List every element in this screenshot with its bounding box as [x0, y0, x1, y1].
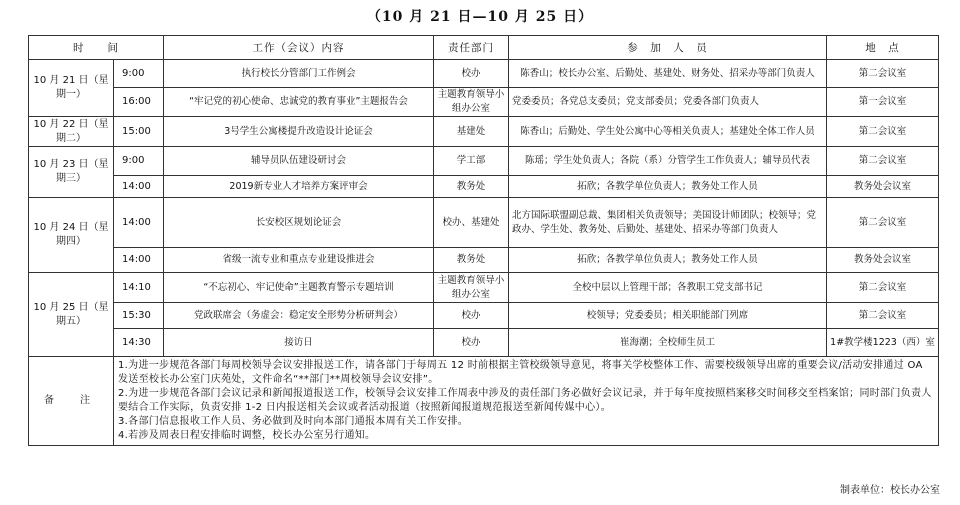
day-cell: 10 月 25 日（星期五）: [29, 273, 114, 357]
participants-cell: 全校中层以上管理干部；各教职工党支部书记: [509, 273, 827, 303]
table-row: [29, 198, 939, 248]
table-row: [29, 147, 939, 176]
time-cell: 14:00: [114, 176, 164, 198]
notes-cell: [114, 357, 939, 446]
schedule-title: （10 月 21 日—10 月 25 日）: [366, 9, 594, 25]
location-cell: 教务处会议室: [827, 248, 939, 273]
participants-cell: 党委委员；各党总支委员；党支部委员；党委各部门负责人: [509, 88, 827, 117]
time-cell: 14:10: [114, 273, 164, 303]
day-cell: 10 月 23 日（星期三）: [29, 147, 114, 198]
dept-cell: 主题教育领导小组办公室: [434, 88, 509, 117]
time-cell: 9:00: [114, 60, 164, 88]
day-cell: 10 月 21 日（星期一）: [29, 60, 114, 117]
participants-cell: 拓欣；各教学单位负责人；教务处工作人员: [509, 248, 827, 273]
header-dept: 责任部门: [434, 36, 509, 60]
content-cell: 执行校长分管部门工作例会: [164, 60, 434, 88]
table-row: [29, 273, 939, 303]
dept-cell: 基建处: [434, 117, 509, 147]
content-cell: “牢记党的初心使命、忠诚党的教育事业”主题报告会: [164, 88, 434, 117]
time-cell: 14:00: [114, 198, 164, 248]
table-row: [29, 303, 939, 329]
location-cell: 第二会议室: [827, 273, 939, 303]
schedule-table: [28, 35, 939, 446]
content-cell: 2019新专业人才培养方案评审会: [164, 176, 434, 198]
day-cell: 10 月 24 日（星期四）: [29, 198, 114, 273]
header-row: [29, 36, 939, 60]
content-cell: 3号学生公寓楼提升改造设计论证会: [164, 117, 434, 147]
dept-cell: 校办: [434, 60, 509, 88]
time-cell: 14:00: [114, 248, 164, 273]
table-row: [29, 248, 939, 273]
location-cell: 1#教学楼1223（西）室: [827, 329, 939, 357]
participants-cell: 北方国际联盟副总裁、集团相关负责领导；美国设计师团队；校领导；党政办、学生处、教务处、后勤处、基建处、招采办等部门负责人: [509, 198, 827, 248]
time-cell: 15:30: [114, 303, 164, 329]
participants-cell: 陈香山；校长办公室、后勤处、基建处、财务处、招采办等部门负责人: [509, 60, 827, 88]
table-row: [29, 329, 939, 357]
day-cell: 10 月 22 日（星期二）: [29, 117, 114, 147]
dept-cell: 学工部: [434, 147, 509, 176]
content-cell: 长安校区规划论证会: [164, 198, 434, 248]
dept-cell: 校办: [434, 329, 509, 357]
dept-cell: 主题教育领导小组办公室: [434, 273, 509, 303]
table-row: [29, 176, 939, 198]
table-row: [29, 117, 939, 147]
note-item: 2.为进一步规范各部门会议记录和新闻报道报送工作，校领导会议安排工作周表中涉及的责任部门务必做好会议记录，并于每年度按照档案移交时间移交至档案馆；同时部门负责人要结合工作实际，负责安排 1-2 日内报送相关会议或者活动报道（按照新闻报道规范报送至新闻传媒中心）。: [118, 388, 932, 413]
dept-cell: 教务处: [434, 176, 509, 198]
location-cell: 第二会议室: [827, 198, 939, 248]
content-cell: 接访日: [164, 329, 434, 357]
note-item: 1.为进一步规范各部门每周校领导会议安排报送工作，请各部门于每周五 12 时前根据主管校级领导意见，将事关学校整体工作、需要校级领导出席的重要会议/活动安排通过 OA 发送至校长办公室门庆苑处，文件命名“**部门**周校领导会议安排”。: [118, 360, 923, 385]
time-cell: 9:00: [114, 147, 164, 176]
participants-cell: 陈香山；后勤处、学生处公寓中心等相关负责人；基建处全体工作人员: [509, 117, 827, 147]
location-cell: 第二会议室: [827, 60, 939, 88]
participants-cell: 拓欣；各教学单位负责人；教务处工作人员: [509, 176, 827, 198]
location-cell: 第一会议室: [827, 88, 939, 117]
location-cell: 教务处会议室: [827, 176, 939, 198]
content-cell: 省级一流专业和重点专业建设推进会: [164, 248, 434, 273]
header-participants: 参 加 人 员: [509, 36, 827, 60]
participants-cell: 崔海潮；全校师生员工: [509, 329, 827, 357]
dept-cell: 校办、基建处: [434, 198, 509, 248]
content-cell: “不忘初心、牢记使命”主题教育警示专题培训: [164, 273, 434, 303]
location-cell: 第二会议室: [827, 147, 939, 176]
time-cell: 14:30: [114, 329, 164, 357]
dept-cell: 教务处: [434, 248, 509, 273]
table-row: [29, 60, 939, 88]
header-time: 时 间: [29, 36, 164, 60]
header-location: 地 点: [827, 36, 939, 60]
location-cell: 第二会议室: [827, 303, 939, 329]
dept-cell: 校办: [434, 303, 509, 329]
header-content: 工作（会议）内容: [164, 36, 434, 60]
note-item: 4.若涉及周表日程安排临时调整，校长办公室另行通知。: [118, 430, 376, 441]
note-item: 3.各部门信息报收工作人员、务必做到及时向本部门通报本周有关工作安排。: [118, 416, 469, 427]
table-row: [29, 88, 939, 117]
footer-issuer: 制表单位：校长办公室: [840, 485, 940, 496]
participants-cell: 陈瑶；学生处负责人；各院（系）分管学生工作负责人；辅导员代表: [509, 147, 827, 176]
time-cell: 16:00: [114, 88, 164, 117]
notes-row: [29, 357, 939, 446]
content-cell: 辅导员队伍建设研讨会: [164, 147, 434, 176]
location-cell: 第二会议室: [827, 117, 939, 147]
participants-cell: 校领导；党委委员；相关职能部门列席: [509, 303, 827, 329]
content-cell: 党政联席会（务虚会：稳定安全形势分析研判会）: [164, 303, 434, 329]
time-cell: 15:00: [114, 117, 164, 147]
notes-label: 备 注: [29, 357, 114, 446]
